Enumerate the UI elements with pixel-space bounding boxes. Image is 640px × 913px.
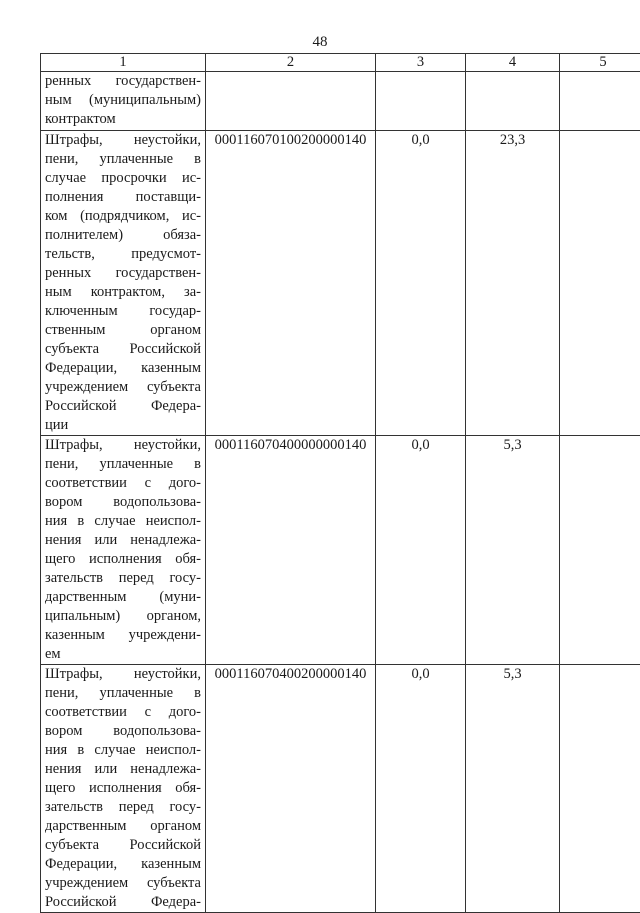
budget-table [40,53,640,913]
value-col-5-cell [560,72,640,131]
header-col-3: 3 [376,54,466,72]
name-line: Штрафы, неустойки, [45,436,201,455]
value-col-4-cell [466,72,560,131]
name-line: учреждением субъекта [45,874,201,893]
name-line: субъекта Российской [45,836,201,855]
header-col-4: 4 [466,54,560,72]
revenue-name-cell [41,72,206,131]
page-number: 48 [0,34,640,51]
revenue-name-cell [41,665,206,913]
name-line: тельств, предусмот- [45,245,201,264]
value-col-3-cell: 0,0 [376,665,466,913]
value-col-3-cell: 0,0 [376,131,466,436]
name-line: зательств перед госу- [45,798,201,817]
name-line: щего исполнения обя- [45,550,201,569]
table-row [41,436,640,665]
name-line: ния в случае неиспол- [45,741,201,760]
name-line: ключенным государ- [45,302,201,321]
name-line: нения или ненадлежа- [45,760,201,779]
revenue-name-cell [41,436,206,665]
name-line: ным контрактом, за- [45,283,201,302]
name-line: субъекта Российской [45,340,201,359]
name-line: дарственным (муни- [45,588,201,607]
name-line: пени, уплаченные в [45,150,201,169]
name-line: полнения поставщи- [45,188,201,207]
name-line: соответствии с дого- [45,703,201,722]
name-line: Штрафы, неустойки, [45,665,201,684]
value-col-5-cell [560,665,640,913]
name-line: ренных государствен- [45,264,201,283]
header-col-2: 2 [206,54,376,72]
name-line: дарственным органом [45,817,201,836]
name-line: ренных государствен- [45,72,201,91]
name-line: ции [45,416,201,435]
name-line: Федерации, казенным [45,855,201,874]
name-line: Федерации, казенным [45,359,201,378]
header-col-1: 1 [41,54,206,72]
name-line: вором водопользова- [45,722,201,741]
name-line: ком (подрядчиком, ис- [45,207,201,226]
name-line: случае просрочки ис- [45,169,201,188]
name-line: ем [45,645,201,664]
name-line: нения или ненадлежа- [45,531,201,550]
budget-code-cell: 000116070100200000140 [206,131,376,436]
budget-code-cell: 000116070400200000140 [206,665,376,913]
name-line: ния в случае неиспол- [45,512,201,531]
table-row [41,72,640,131]
header-col-5: 5 [560,54,640,72]
name-line: казенным учреждени- [45,626,201,645]
name-line: контрактом [45,110,201,129]
value-col-3-cell: 0,0 [376,436,466,665]
name-line: щего исполнения обя- [45,779,201,798]
name-line: зательств перед госу- [45,569,201,588]
name-line: Российской Федера- [45,397,201,416]
value-col-4-cell: 5,3 [466,436,560,665]
name-line: полнителем) обяза- [45,226,201,245]
value-col-4-cell: 23,3 [466,131,560,436]
revenue-name-cell [41,131,206,436]
value-col-5-cell [560,131,640,436]
table-row [41,131,640,436]
budget-code-cell [206,72,376,131]
name-line: ным (муниципальным) [45,91,201,110]
name-line: вором водопользова- [45,493,201,512]
value-col-4-cell: 5,3 [466,665,560,913]
name-line: пени, уплаченные в [45,684,201,703]
name-line: ципальным) органом, [45,607,201,626]
name-line: учреждением субъекта [45,378,201,397]
table-row [41,665,640,913]
table-header-row [41,54,640,72]
table-body [41,72,640,913]
name-line: ственным органом [45,321,201,340]
name-line: Российской Федера- [45,893,201,912]
name-line: соответствии с дого- [45,474,201,493]
value-col-5-cell [560,436,640,665]
name-line: Штрафы, неустойки, [45,131,201,150]
budget-code-cell: 000116070400000000140 [206,436,376,665]
value-col-3-cell [376,72,466,131]
name-line: пени, уплаченные в [45,455,201,474]
